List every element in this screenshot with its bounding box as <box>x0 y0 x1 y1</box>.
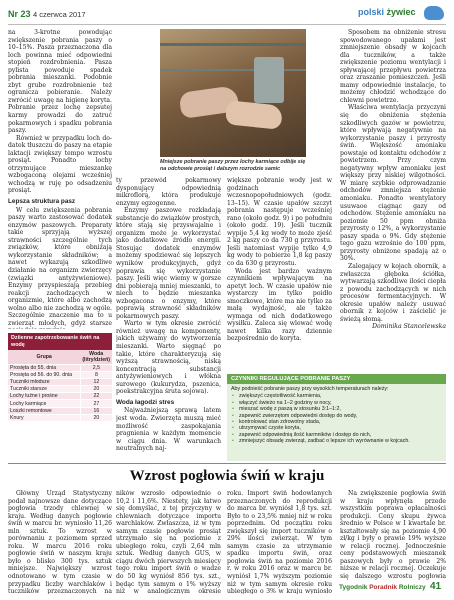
polski-zywiec-logo <box>358 6 446 20</box>
story-divider <box>8 463 446 464</box>
paragraph: Najważniejszą sprawą latem jest woda. Zwierzęta muszą mieć możliwość zaspokajania pragnienia w każdym momencie w ciągu dnia. W warunkach neutralnych naj- <box>116 407 221 453</box>
sows-feeding-photo <box>160 29 306 157</box>
table-header-water: Woda (litry/dzień) <box>82 351 110 363</box>
paragraph: Właściwa wentylacja przyczyni się do obniżenia stężenia szkodliwych gazów w powietrzu, które wpływają negatywnie na wykorzystanie paszy i przyrosty świń. Większość amoniaku powstaje od kontaktu odchodów z powietrzem. Przy czym negatywny wpływ amoniaku jest większy przy niskiej wilgotności. W miarę szybkie odprowadzanie odchodów zmniejsza stężenie amoniaku. Ponadto wentylatory usuwaoe ciągnąc gazy od odchodów. Stężenie amoniaku na poziomie 50 ppm obniża przyrosty o 12%, a wykorzystanie paszy spada o 9%. Gdy stężenie tego gazu wzrośnie do 100 ppm, przyrosty obniżone spadają aż o 30%. <box>340 104 446 263</box>
paragraph: Główny Urząd Statystyczny podał najnowsze dane dotyczące pogłowia trzody chlewnej w kraju. Według danych pogłowie świń w marcu br. wyniosło 11,26 mln sztuk. To wzrost w porównaniu z poziomem sprzed roku. W marcu 2016 roku pogłowie świń w naszym kraju było o blisko 300 tys. sztuk mniejsze. Największy wzrost odnotowano w tym czasie w przypadku liczby warchlaków i tuczników przeznaczonych na <box>8 490 112 594</box>
photo-caption: Mniejsze pobranie paszy przez lochy karmiące odbije się na odchowie prosiąt i dalszym rozrodzie samic <box>160 159 306 172</box>
table-cell: Prosięta do 55. dnia <box>8 365 80 372</box>
table-title: Dziienne zapotrzebowanie świń na wodę <box>8 333 112 350</box>
table-cell: 8 <box>80 372 112 379</box>
paragraph: Zalegający w kojach obornik, a zwłaszcza głęboka ściółka, wytwarzają szkodliwe ilości ciepła z powodu zachodzących w nich procesów fermentacyjnych. W okresie upałów należy usuwać obornik z kojców i zaścielić je świeżą słomą. <box>340 262 446 323</box>
paragraph: ty przewód pokarmowy dysponujący odpowiednią mikroflorą, która produkuje enzymy egzogenne. <box>116 177 221 207</box>
paragraph: ników wzrosło odpowiednio o 10,2 i 11,6%. Niestety, jak łatwo się domyślać, z tej przyczyny w chlewniach dotyczące importu warchlaków. Zwłaszcza, iż w tym samym czasie pogłowie prosiąt utrzymało się na poziomie z ubiegłego roku, czyli 2,64 mln sztuk. Według danych GUS, w ciągu dwóch pierwszych miesięcy tego roku import świń o wadze do 50 kg wyniósł 856 tys. szt., będąc tym samym o 1% wyższy niż w analogicznym okresie <box>116 490 221 594</box>
article-headline: Wzrost pogłowia świń w kraju <box>129 468 325 484</box>
paragraph: Woda jest bardzo ważnym czynnikiem wpływającym na apetyt loch. W czasie upałów nie wystarczy im tylko poidło smoczkowe, które ma nie tylko za małą wydajność, ale także wymaga od nich dodatkowego wysiłku. Zaleca się wlewać wodę nawet kilka razy dziennie bezpośrednio do koryta. <box>227 267 332 343</box>
subheading: Woda łagodzi stres <box>116 398 175 406</box>
table-row <box>8 407 112 414</box>
paragraph: na 3-krotne powodując zwiększenie pobrania paszy o 10–15%. Pasza przeznaczona dla loch powinna mieć odpowiedni stopień rozdrobnienia. Pasza pylista powoduje spadek pobrania mieszanki. Podobnie zbyt grube rozdrobnienie też ogranicza pobieranie. Należy zwrócić uwagę na higienę koryta. Pobranie przez lochę zepsutej karmy prowadzi do zatruć pokarmowych i spadku pobrania paszy. <box>8 29 112 135</box>
logo-part: Rolniczy <box>398 584 426 591</box>
table-row <box>8 372 112 379</box>
list-item: ▪ zmniejszyć obsadę zwierząt, zadbać o lepsze ich wyrównanie w kojcach. <box>239 438 442 444</box>
table-row <box>8 379 112 386</box>
article-column-2 <box>116 177 221 461</box>
subheading: Lepsza struktura pasz <box>8 198 76 206</box>
table-cell: 22 <box>80 393 112 400</box>
table-cell: Knury <box>8 414 80 421</box>
article2-column-2 <box>116 490 221 594</box>
table-cell: Lochy karmiące <box>8 400 80 407</box>
water-requirement-table <box>8 333 112 426</box>
table-cell: 20 <box>80 414 112 421</box>
article2-column-1 <box>8 490 112 594</box>
factors-list <box>227 393 446 444</box>
article2-column-3 <box>227 490 332 594</box>
table-row <box>8 365 112 372</box>
article-column-3 <box>227 177 332 371</box>
box-intro: Aby podnieść pobranie paszy przy wysokich temperaturach należy: <box>231 386 389 392</box>
table-cell: 20 <box>80 386 112 393</box>
table-row <box>8 414 112 421</box>
paragraph: roku. Import świń hodowlanych przeznaczonych do reprodukcji do marca br. wyniósł 1,8 tys. szt. Było to o 23,5% mniej niż w roku poprzednim. Od początku roku zwiększył się import tuczników o 29% ilości zwierząt. W tym samym czasie za utrzymanie spadku importu świń, oraz pogłowia świń na poziomie 2016 r. w roku 2016 oraz w marcu br. wyniósł 1,7% wyższym poziomie niż w tym samym okresie roku ubiegłego o 3% w kraju wyniosło <box>227 490 332 594</box>
header-divider <box>8 24 446 25</box>
table-cell: 16 <box>80 407 112 414</box>
article-column-1 <box>8 29 112 329</box>
list-item: ▪ zapewnić zwierzętom odpowiedni dostęp do wody, <box>239 413 442 419</box>
list-item: ▪ włączyć świeżo na 1–2 godziny w nocy, <box>239 400 442 406</box>
table-cell: Tuczniki młodsze <box>8 379 80 386</box>
logo-part: Poradnik <box>369 584 398 591</box>
page-header <box>0 0 454 26</box>
list-item: ▪ utrzymywać czyste koryta, <box>239 425 442 431</box>
issue-number: Nr 23 <box>8 9 31 19</box>
table-cell: 12 <box>80 379 112 386</box>
table-cell: Tuczniki starsze <box>8 386 80 393</box>
paragraph: Również w przypadku loch do-datek tłuszczu do paszy na etapie laktacji zwiększy tempo wzrostu prosiąt. Ponadto lochy otrzymujące mieszankę wzbogaconą olejami wcześniej wchodzą w ruję po odsadzeniu prosiąt. <box>8 134 112 195</box>
table-cell: 2,5 <box>80 365 112 372</box>
table-cell: Lochy luźne i prośne <box>8 393 80 400</box>
logo-part: Tygodnik <box>339 584 368 591</box>
article-column-4 <box>340 29 446 371</box>
feed-intake-factors-box <box>227 374 446 461</box>
tygodnik-poradnik-rolniczy-logo <box>339 584 426 591</box>
list-item: ▪ zapewnić odpowiednią ilość karmników i dostęp do nich, <box>239 432 442 438</box>
paragraph: większe pobranie wody jest w godzinach wczesnopopołudniowych (godz. 13–15). W czasie upałów szczyt pobrania następuje wcześniej rano (około godz. 9) i po południu (około godz. 19). Jeśli tucznik wypije 5,4 kg wody to może zjeść 2 kg paszy co da 730 g przyrostu. Jeśli natomiast wypije tylko 4,9 kg wody to pobierze 1,8 kg paszy co da 630 g przyrostu. <box>227 177 332 268</box>
paragraph: Enzymy paszowe rozkładają substancje do związków prostych, które stają się przyswajalne i organizm może je wykorzystać jako dodatkowe źródło energii. Stosując dodatek enzymów możemy spodziewać się lepszych wyników produkcyjnych, gdyż poprawia się wykorzystanie paszy. Jeśli więc wiemy w gorsze dni pobierają mniej mieszanki, to niech to będzie mieszanka wzbogacona o enzymy, które poprawią strawność składników pokarmowych paszy. <box>116 207 221 320</box>
article2-column-4 <box>340 490 446 580</box>
paragraph: Warto w tym okresie zwrócić również uwagę na komponenty, jakich używamy do wytworzenia mieszanki. Warto sięgnąć po takie, które charakteryzują się wyższą strawnością, niską koncentracją substancji antyżywieniowych i włókna surowego (kukurydza, pszenica, poekstrakcyjna śruta sojowa). <box>116 320 221 396</box>
table-cell: Prosięta od 56. do 90. dnia <box>8 372 80 379</box>
table-cell: Loszki remontowe <box>8 407 80 414</box>
list-item: ▪ kontrolować stan zdrowotny stada, <box>239 419 442 425</box>
logo-word-zywiec: żywiec <box>386 7 416 17</box>
table-cell: 27 <box>80 400 112 407</box>
list-item: ▪ zwiększyć częstotliwość karmienia, <box>239 393 442 399</box>
issue-date: 4 czerwca 2017 <box>33 9 86 19</box>
list-item: ▪ mieszać wodę z paszą w stosunku 3:1–1:2, <box>239 406 442 412</box>
table-row <box>8 393 112 400</box>
table-row <box>8 386 112 393</box>
table-header-group: Grupa <box>8 350 80 365</box>
author-signature: Dominika Stancelewska <box>372 323 446 331</box>
box-title: CZYNNIKI REGULUJĄCE POBRANIE PASZY <box>227 374 446 384</box>
paragraph: Na zwiększenie pogłowia świń w kraju wpłynęła przede wszystkim poprawa opłacalności produkcji. Ceny skupu żywca średnio w Polsce w I kwartale br. kształtowały się na poziomie 4,90 zł/kg i były o prawie 19% wyższe w relacji rocznej. Jednocześnie ceny podstawowych mieszanek paszowych były o prawie 2% niższe w relacji rocznej. Oczekuje się dalszego wzrostu pogłowia <box>340 490 446 580</box>
paragraph: Sposobem na obniżenie stresu spowodowanego upałami jest zmniejszenie obsady w kojcach dla tuczników, a także zwiększenie poziomu wentylacji i spływającej przepływu powietrza oraz zraszanie pomieszczeń. Jeśli mamy odpowiednie instalacje, to możemy chłodzić wchodzące do chlewni powietrze. <box>340 29 446 104</box>
table-row <box>8 400 112 407</box>
page-number: 41 <box>430 581 442 592</box>
pig-icon <box>424 6 444 20</box>
logo-word-polski: polski <box>358 7 385 17</box>
paragraph: W celu zwiększenia pobrania paszy warto zastosować dodatek enzymów paszowych. Preparaty takie sprzyjają wyższej strawności szczególnie tych związków, które obniżają wykorzystanie składników; a nawet wykazują szkodliwe działanie na organizm zwierzęcy (związki antyżywieniowe). Enzymy przyspieszają przebieg reakcji zachodzących w organizmie, które albo zachodzą wolno albo nie zachodzą w ogóle. Szczególnie znaczenie ma to u zwierząt młodych, gdyż starsze <box>8 206 112 327</box>
